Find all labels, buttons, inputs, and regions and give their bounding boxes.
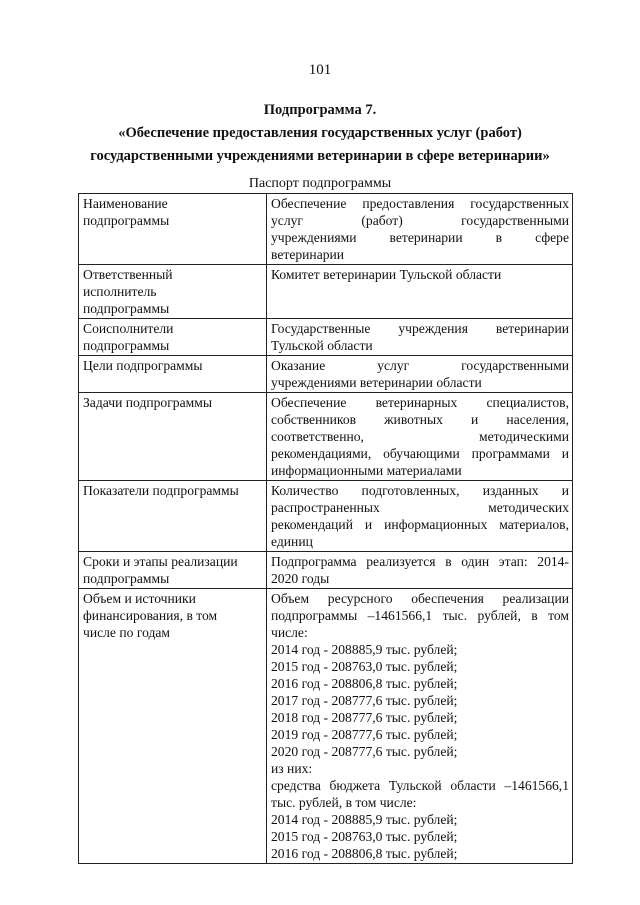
value-line: Обеспечение предоставления государственных bbox=[271, 196, 569, 211]
table-row bbox=[79, 552, 573, 589]
value-line: 2020 годы bbox=[271, 571, 330, 586]
label-line: Сроки и этапы реализации bbox=[83, 554, 238, 569]
table-row bbox=[79, 194, 573, 265]
row-value-executor bbox=[267, 265, 573, 319]
label-line: Ответственный bbox=[83, 267, 173, 282]
value-line: 2016 год - 208806,8 тыс. рублей; bbox=[271, 846, 458, 861]
row-value-funding bbox=[267, 589, 573, 864]
value-line: Подпрограмма реализуется в один этап: 2014- bbox=[271, 554, 569, 569]
table-row bbox=[79, 265, 573, 319]
value-line: 2015 год - 208763,0 тыс. рублей; bbox=[271, 829, 458, 844]
value-line: рекомендациями, обучающими программами и bbox=[271, 446, 569, 461]
value-line: Государственные учреждения ветеринарии bbox=[271, 321, 569, 336]
value-line: средства бюджета Тульской области –1461566,1 bbox=[271, 778, 569, 793]
value-line: собственников животных и населения, bbox=[271, 412, 569, 427]
label-line: Задачи подпрограммы bbox=[83, 395, 212, 410]
value-line: 2014 год - 208885,9 тыс. рублей; bbox=[271, 642, 458, 657]
label-line: финансирования, в том bbox=[83, 608, 218, 623]
label-line: исполнитель bbox=[83, 284, 157, 299]
value-line: рекомендаций и информационных материалов, bbox=[271, 517, 569, 532]
value-line: Количество подготовленных, изданных и bbox=[271, 483, 569, 498]
label-line: Показатели подпрограммы bbox=[83, 483, 239, 498]
label-line: подпрограммы bbox=[83, 571, 170, 586]
value-line: 2015 год - 208763,0 тыс. рублей; bbox=[271, 659, 458, 674]
value-line: Оказание услуг государственными bbox=[271, 358, 569, 373]
row-label-coexecutors bbox=[79, 319, 267, 356]
value-line: информационными материалами bbox=[271, 463, 462, 478]
heading-line-1: Подпрограмма 7. bbox=[263, 102, 377, 118]
label-line: Соисполнители bbox=[83, 321, 174, 336]
heading-line-3: государственными учреждениями ветеринарии в сфере ветеринарии» bbox=[90, 148, 550, 164]
value-line: Обеспечение ветеринарных специалистов, bbox=[271, 395, 569, 410]
row-value-coexecutors bbox=[267, 319, 573, 356]
value-line: учреждениями ветеринарии области bbox=[271, 375, 482, 390]
row-label-goals bbox=[79, 356, 267, 393]
value-line: 2014 год - 208885,9 тыс. рублей; bbox=[271, 812, 458, 827]
value-line: 2020 год - 208777,6 тыс. рублей; bbox=[271, 744, 458, 759]
label-line: Объем и источники bbox=[83, 591, 196, 606]
value-line: тыс. рублей, в том числе: bbox=[271, 795, 417, 810]
value-line: единиц bbox=[271, 534, 313, 549]
heading-line-2: «Обеспечение предоставления государственных услуг (работ) bbox=[118, 125, 522, 141]
table-row bbox=[79, 356, 573, 393]
row-value-terms bbox=[267, 552, 573, 589]
row-value-goals bbox=[267, 356, 573, 393]
label-line: числе по годам bbox=[83, 625, 171, 640]
row-value-indicators bbox=[267, 481, 573, 552]
row-label-funding bbox=[79, 589, 267, 864]
label-line: подпрограммы bbox=[83, 301, 170, 316]
value-line: 2017 год - 208777,6 тыс. рублей; bbox=[271, 693, 458, 708]
label-line: подпрограммы bbox=[83, 338, 170, 353]
page-number: 101 bbox=[308, 62, 332, 78]
table-row bbox=[79, 481, 573, 552]
value-line: 2016 год - 208806,8 тыс. рублей; bbox=[271, 676, 458, 691]
row-label-terms bbox=[79, 552, 267, 589]
label-line: Цели подпрограммы bbox=[83, 358, 203, 373]
passport-table bbox=[78, 193, 573, 864]
row-label-name bbox=[79, 194, 267, 265]
label-line: Наименование bbox=[83, 196, 168, 211]
row-value-name bbox=[267, 194, 573, 265]
value-line: услуг (работ) государственными bbox=[271, 213, 569, 228]
row-value-tasks bbox=[267, 393, 573, 481]
table-row bbox=[79, 589, 573, 864]
table-caption: Паспорт подпрограммы bbox=[248, 176, 392, 191]
table-row bbox=[79, 393, 573, 481]
table-row bbox=[79, 319, 573, 356]
value-line: учреждениями ветеринарии в сфере bbox=[271, 230, 569, 245]
value-line: Тульской области bbox=[271, 338, 373, 353]
subprogram-heading bbox=[40, 99, 600, 168]
value-line: ветеринарии bbox=[271, 247, 345, 262]
value-line: распространенных методических bbox=[271, 500, 569, 515]
value-line: подпрограммы –1461566,1 тыс. рублей, в том bbox=[271, 608, 569, 623]
value-line: Объем ресурсного обеспечения реализации bbox=[271, 591, 569, 606]
row-label-tasks bbox=[79, 393, 267, 481]
value-line: 2018 год - 208777,6 тыс. рублей; bbox=[271, 710, 458, 725]
value-line: соответственно, методическими bbox=[271, 429, 569, 444]
value-line: 2019 год - 208777,6 тыс. рублей; bbox=[271, 727, 458, 742]
value-line: Комитет ветеринарии Тульской области bbox=[271, 267, 502, 282]
row-label-indicators bbox=[79, 481, 267, 552]
label-line: подпрограммы bbox=[83, 213, 170, 228]
value-line: числе: bbox=[271, 625, 308, 640]
row-label-executor bbox=[79, 265, 267, 319]
value-line: из них: bbox=[271, 761, 313, 776]
